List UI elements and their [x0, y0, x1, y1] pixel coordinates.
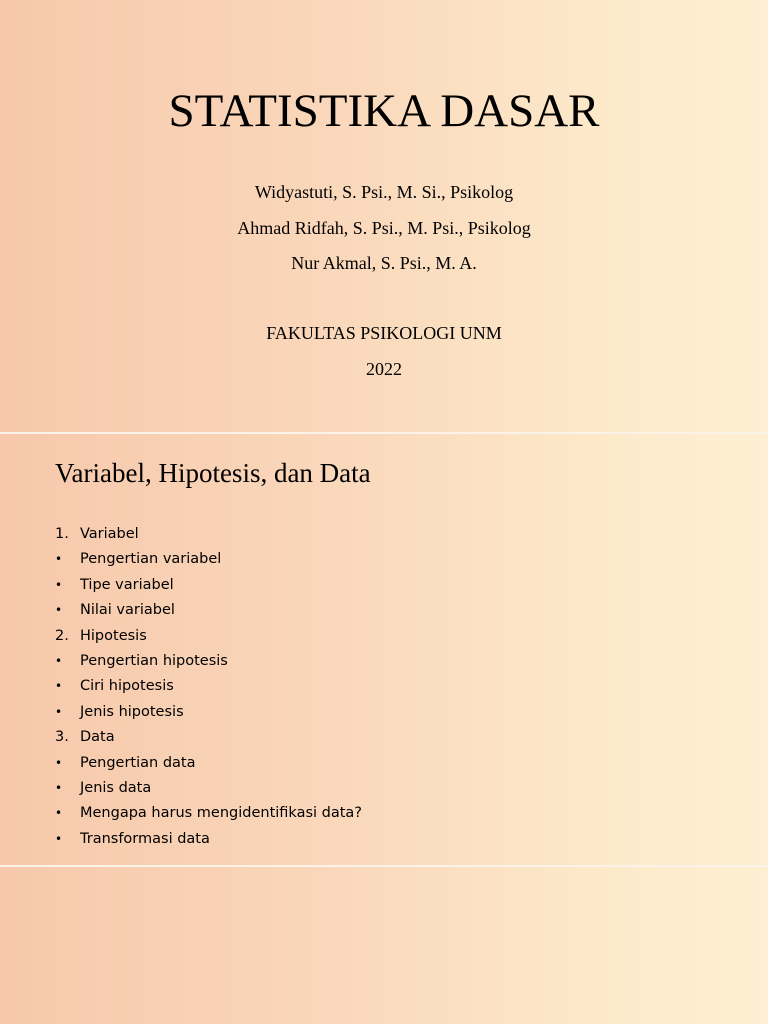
- list-item-text: Hipotesis: [80, 627, 147, 644]
- list-item-text: Tipe variabel: [80, 576, 174, 593]
- list-marker: 1.: [55, 526, 69, 542]
- outline-slide: [0, 434, 768, 865]
- list-marker: 2.: [55, 627, 69, 644]
- list-item-text: Jenis data: [80, 779, 152, 796]
- faculty-label: FAKULTAS PSIKOLOGI UNM: [266, 323, 502, 343]
- list-item-text: Ciri hipotesis: [80, 678, 174, 695]
- bullet-marker: •: [55, 755, 63, 770]
- list-item-text: Mengapa harus mengidentifikasi data?: [80, 805, 363, 822]
- list-item-text: Variabel: [80, 526, 139, 542]
- author-line: Widyastuti, S. Psi., M. Si., Psikolog: [254, 182, 514, 202]
- list-item-text: Jenis hipotesis: [80, 703, 184, 720]
- list-item-text: Transformasi data: [80, 830, 210, 847]
- list-item-text: Nilai variabel: [80, 602, 175, 619]
- list-item-text: Data: [80, 729, 115, 746]
- title-slide: [0, 0, 768, 432]
- bullet-marker: •: [55, 806, 63, 821]
- bullet-marker: •: [55, 679, 63, 694]
- list-marker: 3.: [55, 729, 69, 746]
- bullet-marker: •: [55, 704, 63, 719]
- bullet-marker: •: [55, 780, 63, 795]
- slide-heading: Variabel, Hipotesis, dan Data: [55, 458, 371, 488]
- list-item-text: Pengertian data: [80, 754, 196, 771]
- author-line: Ahmad Ridfah, S. Psi., M. Psi., Psikolog: [237, 218, 531, 238]
- bullet-marker: •: [55, 831, 63, 846]
- slide-title: STATISTIKA DASAR: [168, 85, 600, 137]
- bullet-marker: •: [55, 552, 63, 567]
- author-line: Nur Akmal, S. Psi., M. A.: [291, 253, 477, 273]
- list-item-text: Pengertian hipotesis: [80, 652, 228, 669]
- bullet-marker: •: [55, 577, 63, 592]
- list-item-text: Pengertian variabel: [80, 551, 222, 568]
- year-label: 2022: [366, 359, 402, 379]
- bullet-marker: •: [55, 603, 63, 618]
- bullet-marker: •: [55, 653, 63, 668]
- blank-slide: [0, 867, 768, 1024]
